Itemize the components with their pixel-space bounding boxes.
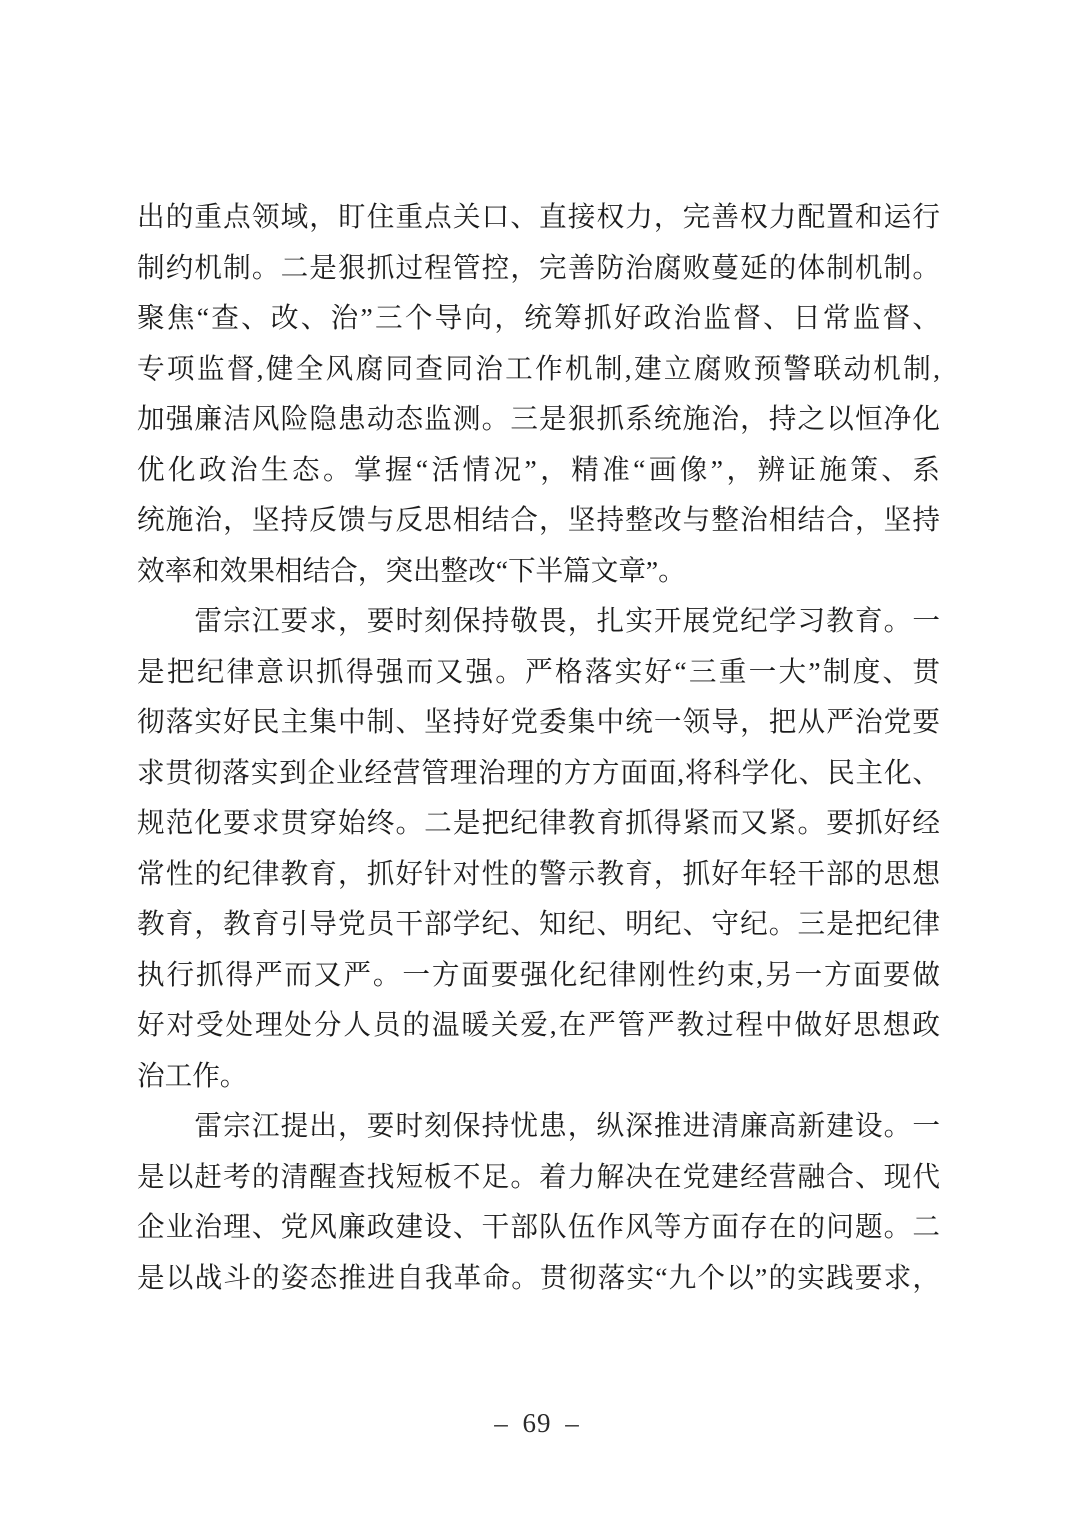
document-body	[137, 192, 940, 1303]
body-text-line: 规范化要求贯穿始终。二是把纪律教育抓得紧而又紧。要抓好经	[137, 807, 940, 838]
body-text-line: 企业治理、党风廉政建设、干部队伍作风等方面存在的问题。二	[137, 1211, 940, 1242]
body-text-line: 优化政治生态。掌握“活情况”，精准“画像”，辨证施策、系	[137, 453, 940, 485]
body-text-line: 出的重点领域，盯住重点关口、直接权力，完善权力配置和运行	[137, 201, 940, 232]
body-text-line: 效率和效果相结合，突出整改“下半篇文章”。	[137, 554, 686, 586]
body-text-line: 治工作。	[137, 1059, 248, 1091]
page-number: – 69 –	[494, 1408, 580, 1438]
body-text-line: 执行抓得严而又严。一方面要强化纪律刚性约束,另一方面要做	[137, 958, 940, 990]
body-text-line: 教育，教育引导党员干部学纪、知纪、明纪、守纪。三是把纪律	[137, 908, 940, 939]
body-text-line: 加强廉洁风险隐患动态监测。三是狠抓系统施治，持之以恒净化	[137, 403, 940, 434]
body-text-line: 是把纪律意识抓得强而又强。严格落实好“三重一大”制度、贯	[137, 655, 940, 687]
body-text-line: 是以赶考的清醒查找短板不足。着力解决在党建经营融合、现代	[137, 1160, 940, 1192]
body-text-line: 专项监督,健全风腐同查同治工作机制,建立腐败预警联动机制,	[137, 352, 940, 384]
paragraph-1	[137, 192, 940, 596]
paragraph-2	[137, 596, 940, 1101]
body-text-line: 是以战斗的姿态推进自我革命。贯彻落实“九个以”的实践要求，	[137, 1261, 940, 1293]
body-text-line: 彻落实好民主集中制、坚持好党委集中统一领导，把从严治党要	[137, 706, 940, 737]
body-text-line: 雷宗江要求，要时刻保持敬畏，扎实开展党纪学习教育。一	[137, 605, 940, 636]
body-text-line: 统施治，坚持反馈与反思相结合，坚持整改与整治相结合，坚持	[137, 504, 940, 535]
body-text-line: 聚焦“查、改、治”三个导向，统筹抓好政治监督、日常监督、	[137, 302, 940, 333]
body-text-line: 好对受处理处分人员的温暖关爱,在严管严教过程中做好思想政	[137, 1009, 940, 1040]
paragraph-3	[137, 1101, 940, 1303]
body-text-line: 雷宗江提出，要时刻保持忧患，纵深推进清廉高新建设。一	[137, 1110, 940, 1141]
body-text-line: 制约机制。二是狠抓过程管控，完善防治腐败蔓延的体制机制。	[137, 251, 940, 283]
body-text-line: 常性的纪律教育，抓好针对性的警示教育，抓好年轻干部的思想	[137, 857, 940, 889]
body-text-line: 求贯彻落实到企业经营管理治理的方方面面,将科学化、民主化、	[137, 756, 940, 788]
